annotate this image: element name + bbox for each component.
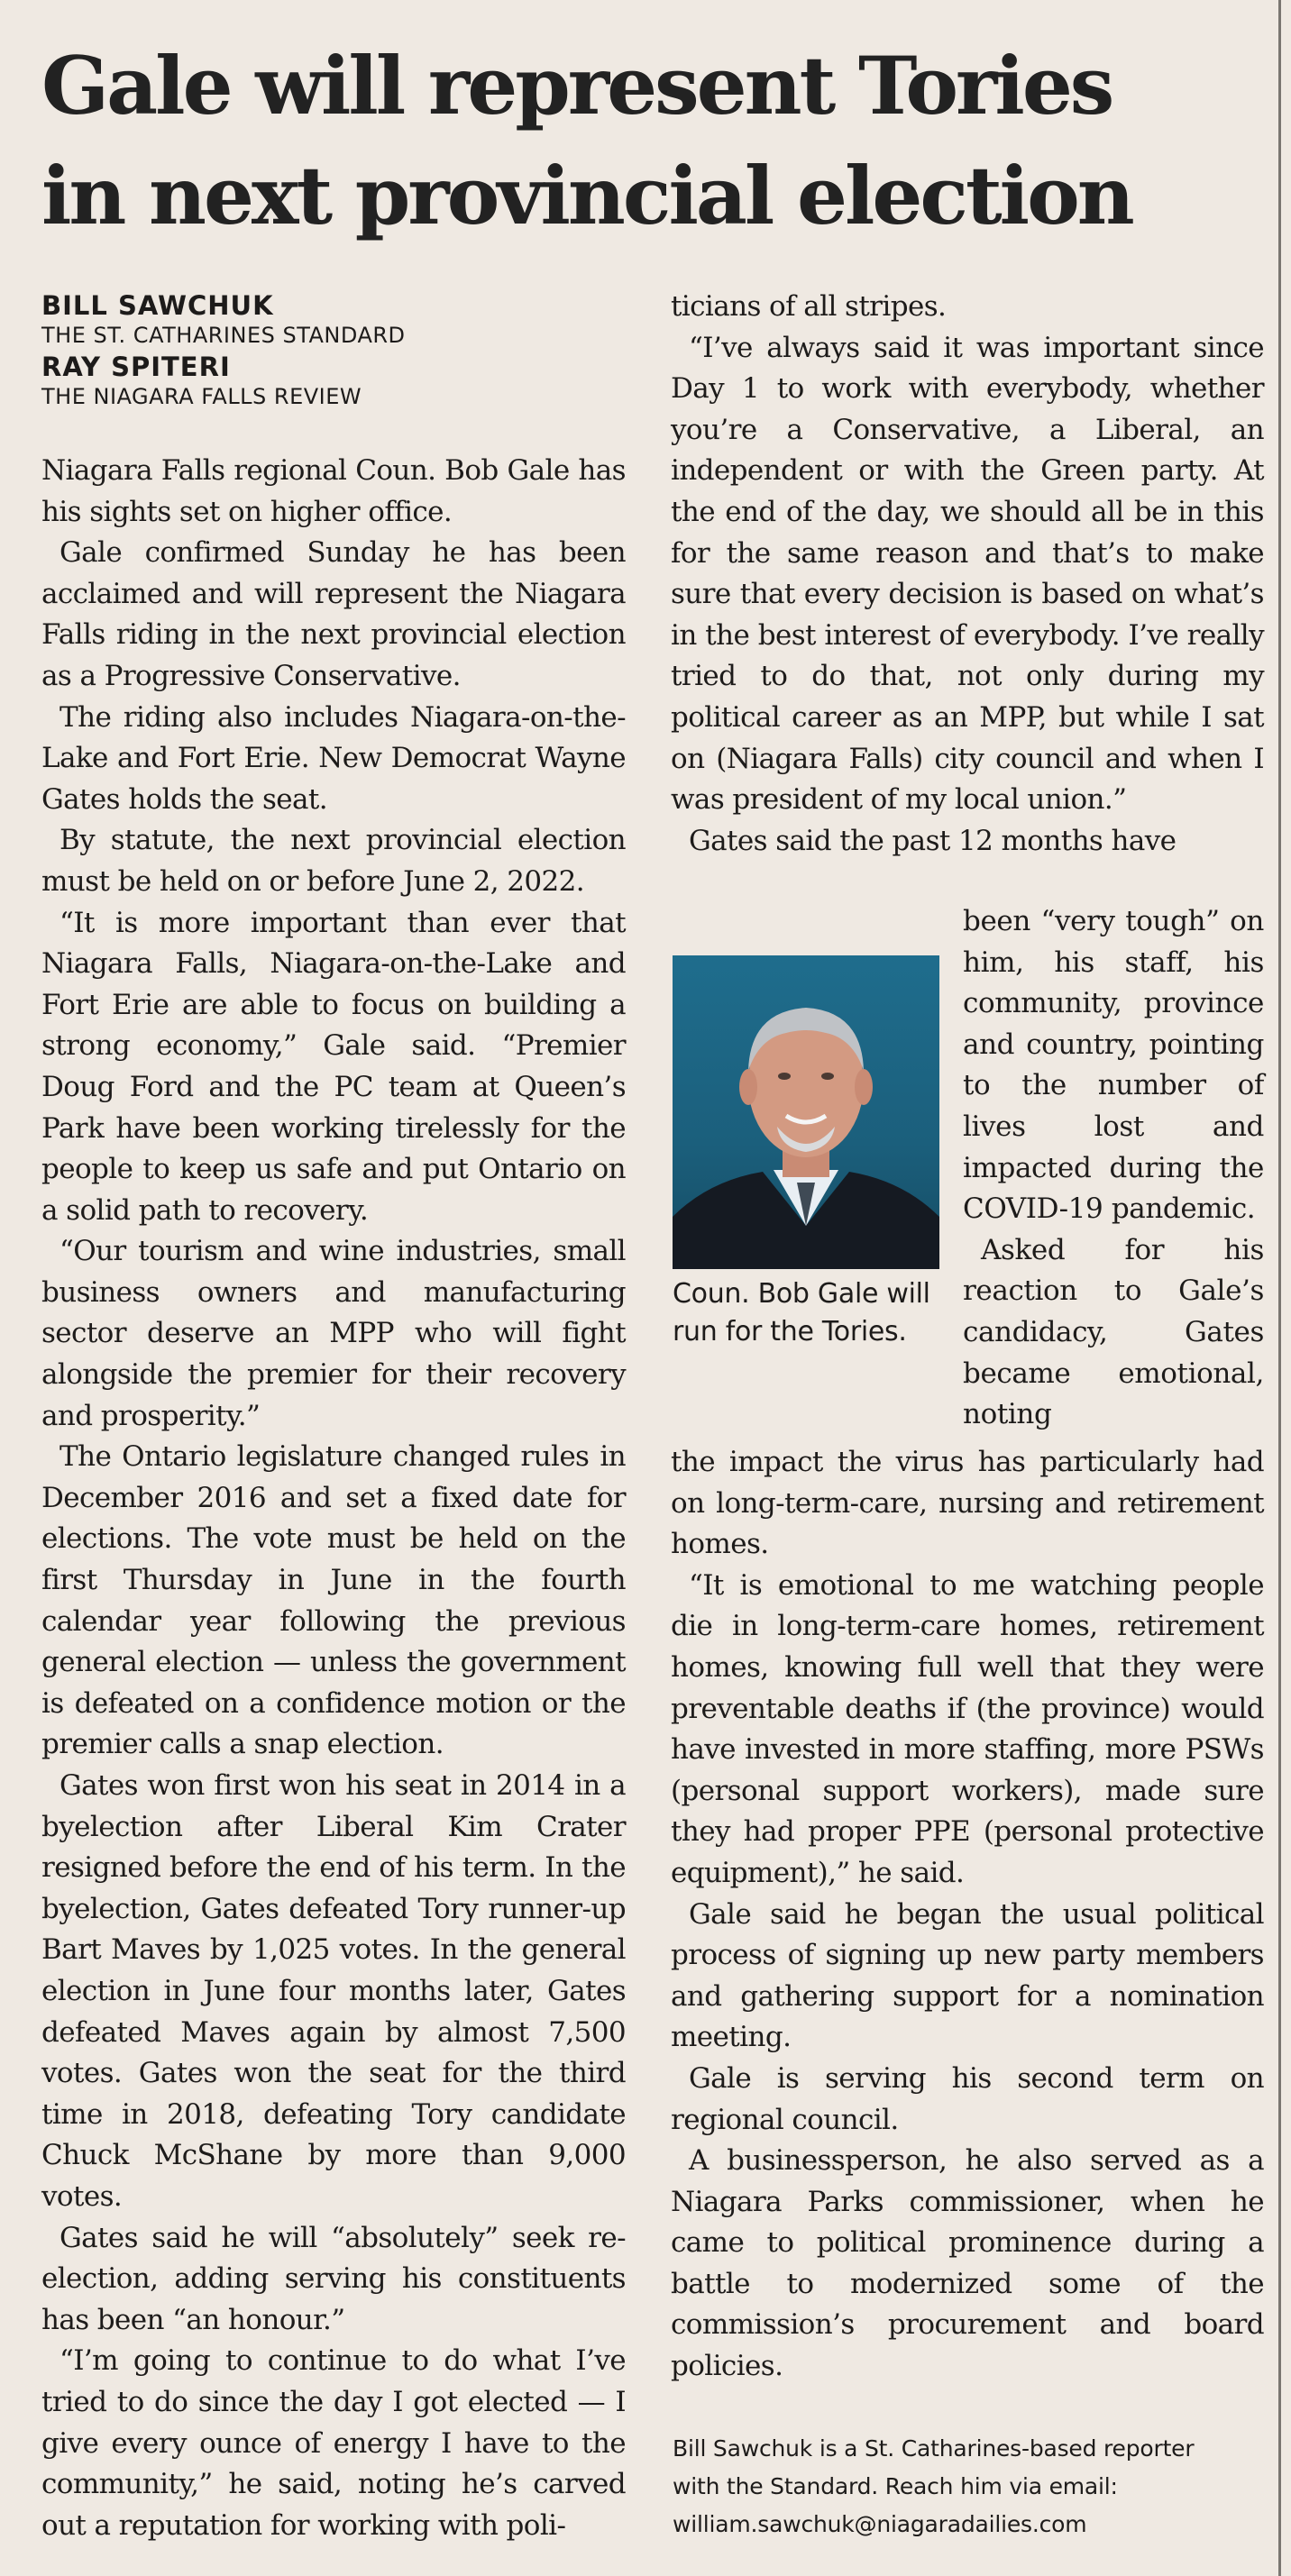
paragraph: Gates won first won his seat in 2014 in a byelection after Liberal Kim Crater resigned before the end of his term. In the byelection, Gates defeated Tory runner-up Bart Maves by 1,025 votes. In the general election in June four months later, Gates defeated Maves again by almost 7,500 votes. Gates won the seat for the third time in 2018, defeating Tory candidate Chuck McShane by more than 9,000 votes. [41,1769,626,2213]
byline [41,290,636,413]
headline: Gale will represent Tories in next provincial election [41,39,1132,242]
paragraph: Gates said the past 12 months have [689,824,1177,857]
article-column-left [41,451,626,2546]
paragraph: The riding also includes Niagara-on-the-Lake and Fort Erie. New Democrat Wayne Gates holds the seat. [41,700,626,816]
paragraph: Gale said he began the usual political process of signing up new party members and gathering support for a nomination meeting. [671,1897,1264,2054]
paragraph: Gale is serving his second term on regional council. [671,2061,1264,2136]
paragraph: Asked for his reaction to Gale’s candidacy, Gates became emotional, noting [963,1233,1264,1431]
paragraph: ticians of all stripes. [671,290,947,323]
article-column-right-top [671,287,1264,862]
byline-publication-1: THE ST. CATHARINES STANDARD [41,323,406,348]
paragraph: Niagara Falls regional Coun. Bob Gale has his sights set on higher office. [41,454,626,528]
byline-author-2: RAY SPITERI [41,352,231,382]
author-bio-line: Bill Sawchuk is a St. Catharines-based reporter [673,2435,1195,2462]
paragraph: “It is emotional to me watching people die in long-term-care homes, retirement homes, knowing full well that they were preventable deaths if (the province) would have invested in more staffing, more PSWs (personal support workers), made sure they had proper PPE (personal protective equipment),” he said. [671,1568,1264,1889]
paragraph: the impact the virus has particularly had on long-term-care, nursing and retirement homes. [671,1446,1264,1561]
photo-caption: Coun. Bob Gale will run for the Tories. [673,1278,930,1347]
paragraph: By statute, the next provincial election must be held on or before June 2, 2022. [41,824,626,898]
paragraph: The Ontario legislature changed rules in December 2016 and set a fixed date for elections. The vote must be held on the first Thursday in June in the fourth calendar year following the previous general election — unless the government is defeated on a confidence motion or the premier calls a snap election. [41,1440,626,1761]
author-bio [673,2430,1268,2544]
paragraph: Gates said he will “absolutely” seek re-election, adding serving his constituents has been “an honour.” [41,2221,626,2336]
column-rule [1278,0,1281,2576]
byline-publication-2: THE NIAGARA FALLS REVIEW [41,384,362,409]
byline-author-1: BILL SAWCHUK [41,290,274,321]
paragraph: “I’m going to continue to do what I’ve tried to do since the day I got elected — I give every ounce of energy I have to the community,” he said, noting he’s carved out a reputation for working with poli- [41,2344,626,2542]
paragraph: “It is more important than ever that Niagara Falls, Niagara-on-the-Lake and Fort Erie are able to focus on building a strong economy,” Gale said. “Premier Doug Ford and the PC team at Queen’s Park have been working tirelessly for the people to keep us safe and put Ontario on a solid path to recovery. [41,906,626,1227]
photo-bob-gale [673,955,939,1269]
paragraph: A businessperson, he also served as a Niagara Parks commissioner, when he came to political prominence during a battle to modernized some of the commission’s procurement and board policies. [671,2144,1264,2383]
article-column-right-bottom [671,1442,1264,2388]
portrait-image [673,955,939,1269]
paragraph: Gale confirmed Sunday he has been acclaimed and will represent the Niagara Falls riding in the next provincial election as a Progressive Conservative. [41,536,626,692]
paragraph: been “very tough” on him, his staff, his community, province and country, pointing to the number of lives lost and impacted during the COVID-19 pandemic. [963,905,1264,1226]
author-bio-line: with the Standard. Reach him via email: [673,2473,1118,2499]
paragraph: “Our tourism and wine industries, small business owners and manufacturing sector deserve an MPP who will fight alongside the premier for their recovery and prosperity.” [41,1235,626,1432]
author-email: william.sawchuk@niagaradailies.com [673,2511,1087,2537]
paragraph: “I’ve always said it was important since Day 1 to work with everybody, whether you’re a Conservative, a Liberal, an independent or with the Green party. At the end of the day, we should all be in this for the same reason and that’s to make sure that every decision is based on what’s in the best interest of everybody. I’ve really tried to do that, not only during my political career as an MPP, but while I sat on (Niagara Falls) city council and when I was president of my local union.” [671,331,1264,817]
article-column-beside-photo [963,901,1264,1436]
